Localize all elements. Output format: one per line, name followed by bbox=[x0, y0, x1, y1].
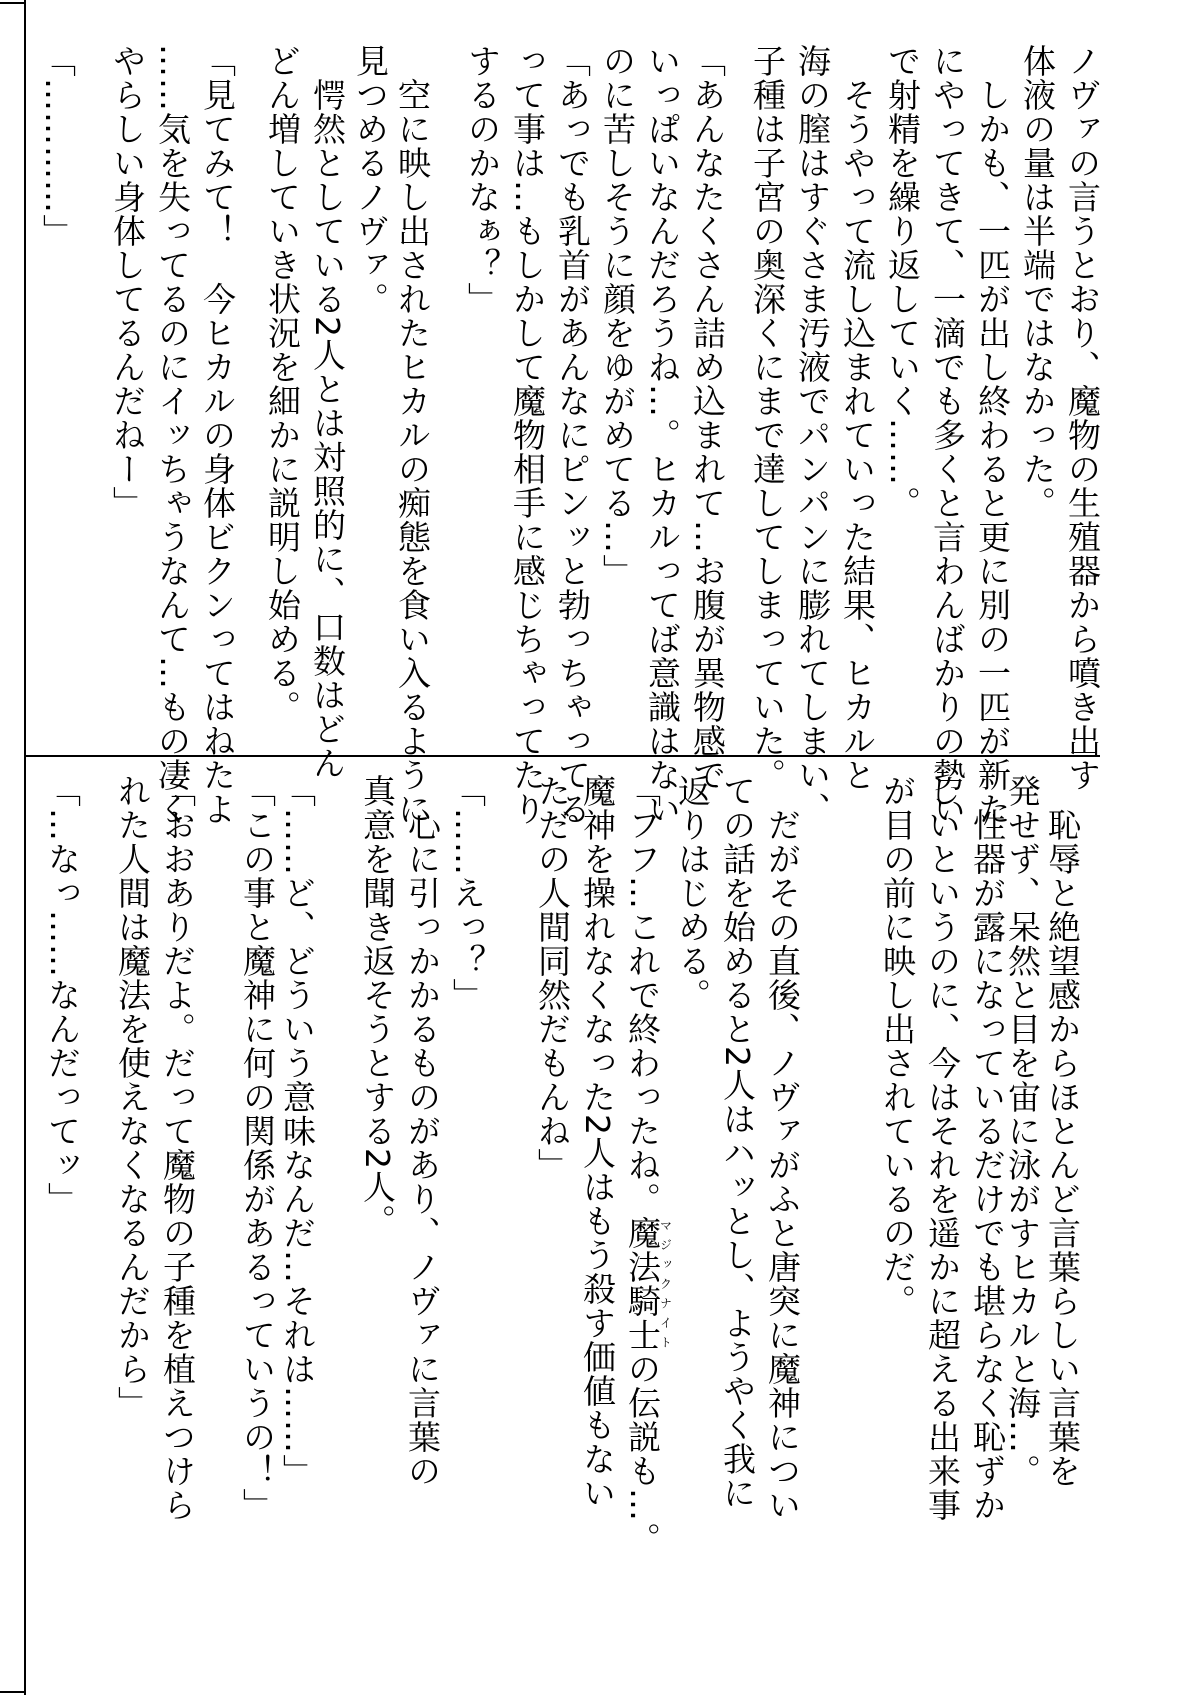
text-line: 心に引っかかるものがあり、ノヴァに言葉の bbox=[403, 774, 442, 1488]
dialogue-line: って事は…もしかして魔物相手に感じちゃってたり bbox=[508, 44, 547, 826]
text-line: 返りはじめる。 bbox=[673, 774, 712, 1012]
text-line: どん増していき状況を細かに説明し始める。 bbox=[263, 44, 302, 724]
text-line: 発せず、呆然と目を宙に泳がすヒカルと海…。 bbox=[1003, 774, 1042, 1488]
page-border-bottom bbox=[0, 1691, 26, 1693]
dialogue-line: ただの人間同然だもんね」 bbox=[533, 774, 572, 1182]
text-line: だがその直後、ノヴァがふと唐突に魔神につい bbox=[763, 774, 802, 1522]
dialogue-line: いっぱいなんだろうね…。ヒカルってば意識はない bbox=[643, 44, 682, 826]
dialogue-line: 「おおありだよ。だって魔物の子種を植えつけら bbox=[158, 774, 197, 1522]
dialogue-line: 「……ど、どういう意味なんだ…それは……」 bbox=[278, 774, 317, 1488]
page-border-left bbox=[24, 0, 26, 1695]
text-line: 体液の量は半端ではなかった。 bbox=[1018, 44, 1057, 520]
text-line: しいというのに、今はそれを遥かに超える出来事 bbox=[923, 774, 962, 1522]
text-line: そうやって流し込まれていった結果、ヒカルと bbox=[838, 44, 877, 792]
dialogue-line: 魔神を操れなくなった2人はもう殺す価値もない bbox=[578, 774, 617, 1510]
ruby-line-before: 「フフ…これで終わったね。 bbox=[623, 774, 662, 1216]
dialogue-line: 「あっでも乳首があんなにピンッと勃っちゃってる bbox=[553, 44, 592, 826]
text-line: で射精を繰り返していく……。 bbox=[883, 44, 922, 520]
text-line: にやってきて、一滴でも多くと言わんばかりの勢い bbox=[928, 44, 967, 826]
dialogue-line: 「…………」 bbox=[38, 44, 77, 248]
text-line: 子種は子宮の奥深くにまで達してしまっていた。 bbox=[748, 44, 787, 792]
ruby-term bbox=[623, 1216, 673, 1352]
ruby-base: 魔法騎士 bbox=[623, 1216, 662, 1352]
dialogue-line: するのかなぁ？」 bbox=[463, 44, 502, 316]
text-line: ノヴァの言うとおり、魔物の生殖器から噴き出す bbox=[1063, 44, 1102, 792]
text-line: 恥辱と絶望感からほとんど言葉らしい言葉を bbox=[1043, 774, 1082, 1488]
text-line: 性器が露になっているだけでも堪らなく恥ずか bbox=[968, 774, 1007, 1522]
dialogue-line: れた人間は魔法を使えなくなるんだから」 bbox=[113, 774, 152, 1420]
dialogue-line: 「……えっ？」 bbox=[448, 774, 487, 1012]
text-line: ての話を始めると2人はハッとし、ようやく我に bbox=[718, 774, 757, 1510]
text-line: しかも、一匹が出し終わると更に別の一匹が新た bbox=[973, 44, 1012, 826]
text-line: 見つめるノヴァ。 bbox=[351, 44, 390, 316]
ruby-line-after: の伝説も…。 bbox=[623, 1352, 662, 1556]
text-line: 真意を聞き返そうとする2人。 bbox=[358, 774, 397, 1238]
text-line: 愕然としている2人とは対照的に、口数はどん bbox=[308, 44, 347, 780]
page-border-top bbox=[0, 2, 26, 4]
dialogue-line: やらしい身体してるんだねー」 bbox=[108, 44, 147, 520]
dialogue-line-with-ruby bbox=[622, 774, 672, 1556]
dialogue-line: のに苦しそうに顔をゆがめてる…」 bbox=[598, 44, 637, 588]
text-line: が目の前に映し出されているのだ。 bbox=[878, 774, 917, 1318]
ruby-reading: マジックナイト bbox=[658, 1216, 673, 1352]
text-line: 海の膣はすぐさま汚液でパンパンに膨れてしまい、 bbox=[793, 44, 832, 826]
text-line: 空に映し出されたヒカルの痴態を食い入るように bbox=[393, 44, 432, 826]
dialogue-line: 「この事と魔神に何の関係があるっていうの！」 bbox=[238, 774, 277, 1522]
dialogue-line: 「…なっ……なんだってッ」 bbox=[43, 774, 82, 1216]
dialogue-line: 「あんなたくさん詰め込まれて…お腹が異物感で bbox=[688, 44, 727, 792]
dialogue-line: 「見てみて！ 今ヒカルの身体ビクンってはねたよ bbox=[198, 44, 237, 826]
dialogue-line: ……気を失ってるのにイッちゃうなんて…もの凄く bbox=[153, 44, 192, 826]
